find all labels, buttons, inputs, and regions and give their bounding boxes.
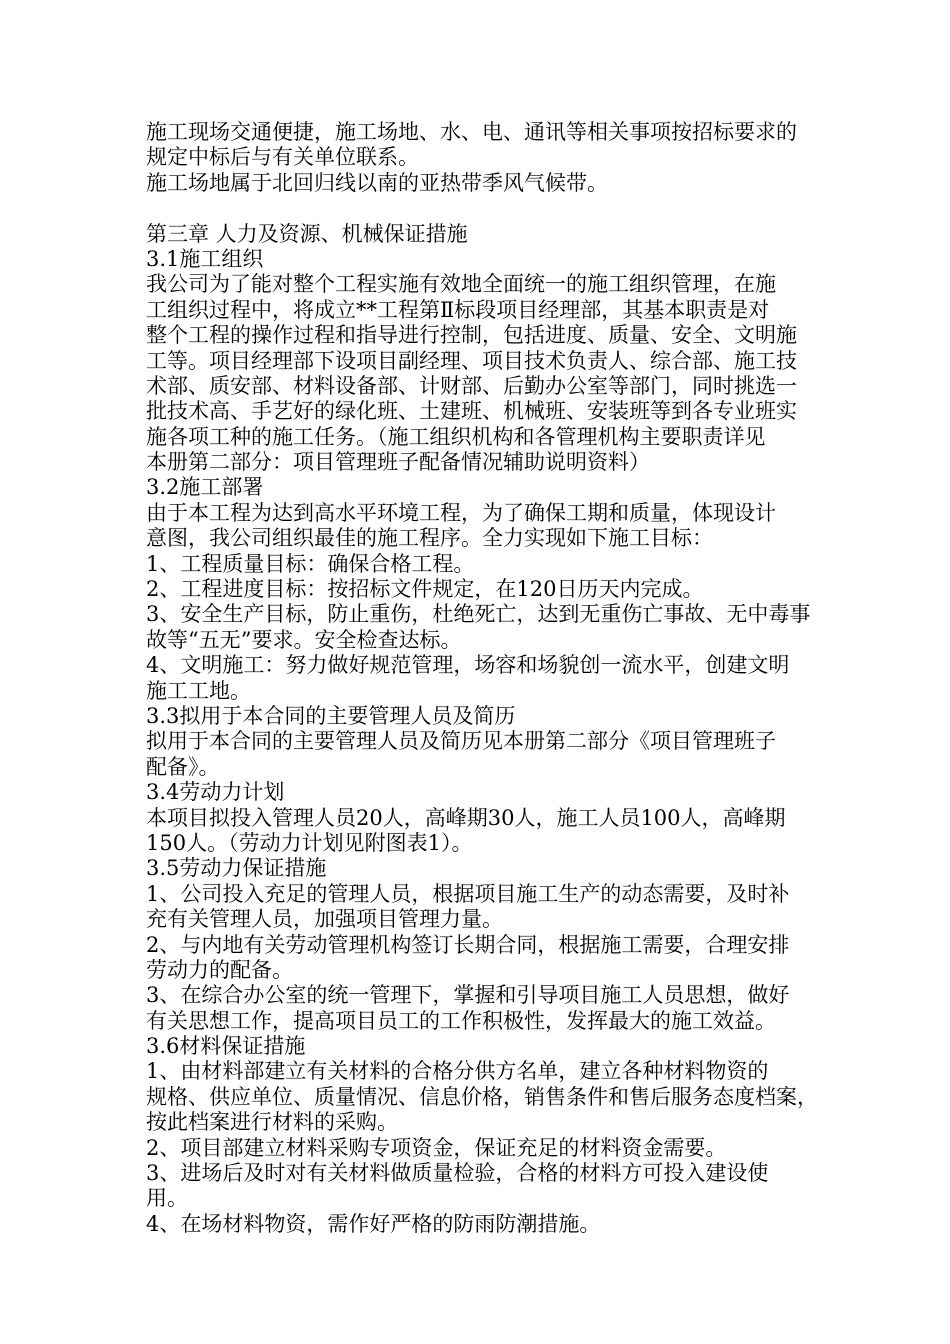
text-line: 1、工程质量目标：确保合格工程。 [146,551,475,576]
text-line: 1、公司投入充足的管理人员，根据项目施工生产的动态需要，及时补 [146,881,790,906]
text-line: 3.1施工组织 [146,246,264,271]
text-line: 第三章 人力及资源、机械保证措施 [146,221,468,246]
text-line: 劳动力的配备。 [146,957,293,982]
text-line: 3、在综合办公室的统一管理下，掌握和引导项目施工人员思想，做好 [146,983,790,1008]
text-line: 3.5劳动力保证措施 [146,856,327,881]
text-line: 施工场地属于北回归线以南的亚热带季风气候带。 [146,170,608,195]
text-line: 3.2施工部署 [146,475,264,500]
text-line: 3、进场后及时对有关材料做质量检验，合格的材料方可投入建设使 [146,1161,769,1186]
text-line: 2、项目部建立材料采购专项资金，保证充足的材料资金需要。 [146,1135,727,1160]
text-line: 3.4劳动力计划 [146,780,285,805]
blank-line [146,196,816,221]
text-line: 术部、质安部、材料设备部、计财部、后勤办公室等部门，同时挑选一 [146,373,797,398]
text-line: 工组织过程中，将成立**工程第Ⅱ标段项目经理部，其基本职责是对 [146,297,770,322]
text-line: 本册第二部分：项目管理班子配备情况辅助说明资料） [146,450,650,475]
text-line: 我公司为了能对整个工程实施有效地全面统一的施工组织管理，在施 [146,272,776,297]
text-line: 批技术高、手艺好的绿化班、土建班、机械班、安装班等到各专业班实 [146,399,797,424]
text-line: 规定中标后与有关单位联系。 [146,145,419,170]
text-line: 3、安全生产目标，防止重伤，杜绝死亡，达到无重伤亡事故、无中毒事 [146,602,811,627]
text-line: 意图，我公司组织最佳的施工程序。全力实现如下施工目标： [146,526,713,551]
document-page [146,120,816,1237]
text-line: 本项目拟投入管理人员20人，高峰期30人，施工人员100人，高峰期 [146,805,786,830]
text-line: 2、与内地有关劳动管理机构签订长期合同，根据施工需要，合理安排 [146,932,790,957]
text-line: 4、文明施工：努力做好规范管理，场容和场貌创一流水平，创建文明 [146,653,790,678]
text-line: 充有关管理人员，加强项目管理力量。 [146,907,503,932]
text-line: 4、在场材料物资，需作好严格的防雨防潮措施。 [146,1211,601,1236]
text-line: 2、工程进度目标：按招标文件规定，在120日历天内完成。 [146,577,704,602]
text-line: 1、由材料部建立有关材料的合格分供方名单，建立各种材料物资的 [146,1059,769,1084]
text-line: 配备》。 [146,754,220,779]
text-line: 150人。（劳动力计划见附图表1）。 [146,830,473,855]
text-line: 3.6材料保证措施 [146,1034,306,1059]
text-line: 施工工地。 [146,678,251,703]
text-line: 施工现场交通便捷，施工场地、水、电、通讯等相关事项按招标要求的 [146,120,797,144]
text-line: 有关思想工作，提高项目员工的工作积极性，发挥最大的施工效益。 [146,1008,776,1033]
text-line: 施各项工种的施工任务。（施工组织机构和各管理机构主要职责详见 [146,424,766,449]
text-line: 按此档案进行材料的采购。 [146,1110,398,1135]
text-line: 工等。项目经理部下设项目副经理、项目技术负责人、综合部、施工技 [146,348,797,373]
text-line: 拟用于本合同的主要管理人员及简历见本册第二部分《项目管理班子 [146,729,776,754]
text-line: 故等“五无”要求。安全检查达标。 [146,627,462,652]
text-line: 由于本工程为达到高水平环境工程，为了确保工期和质量，体现设计 [146,500,776,525]
text-line: 用。 [146,1186,188,1211]
text-line: 整个工程的操作过程和指导进行控制，包括进度、质量、安全、文明施 [146,323,797,348]
text-line: 规格、供应单位、质量情况、信息价格，销售条件和售后服务态度档案， [146,1084,818,1109]
text-line: 3.3拟用于本合同的主要管理人员及简历 [146,703,516,728]
